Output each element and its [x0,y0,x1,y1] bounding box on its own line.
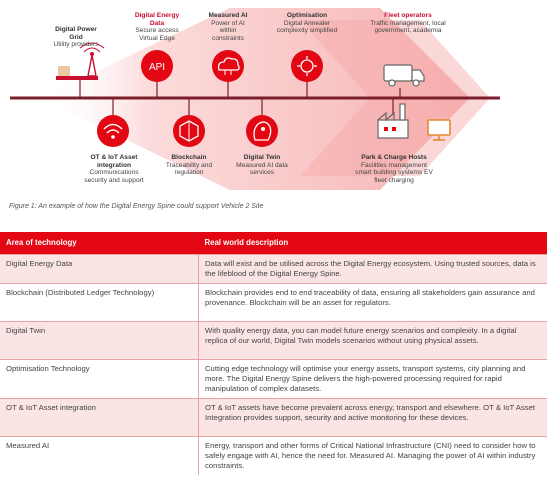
energy-spine-diagram [0,0,550,196]
node-ot-iot [80,154,148,184]
node-desc: Communications security and support [84,169,144,184]
node-desc: Secure access Virtual Edge [135,27,179,42]
table-row [0,284,547,322]
digital-twin-icon [246,115,278,147]
area-cell: Digital Twin [0,322,199,360]
area-cell: Measured AI [0,437,199,476]
area-cell: Optimisation Technology [0,360,199,399]
table-header-row [0,232,547,255]
node-title: Optimisation [286,12,328,19]
node-fleet-operators [360,12,456,35]
node-desc: Power of AI within constraints [211,19,245,42]
node-desc: Utility providers [53,41,99,49]
node-title: Blockchain [171,154,207,161]
node-desc: Traffic management, local government, academia [370,19,446,35]
node-desc: Measured AI data services [236,161,288,177]
description-cell: Energy, transport and other forms of Critical National Infrastructure (CNI) need to consider how to safely engage with AI, hence the need for. Measured AI. Managing the power of AI within industry constraints. [199,437,548,476]
node-desc: Traceability and regulation [165,161,213,177]
node-title: Digital Power Grid [55,26,97,41]
node-measured-ai [203,12,253,42]
table-row [0,399,547,437]
optimisation-icon [291,50,323,82]
description-cell: Data will exist and be utilised across the Digital Energy ecosystem. Using trusted sources, data is the lifeblood of the Digital Energy Spine. [199,255,548,284]
table-row [0,322,547,360]
description-cell: With quality energy data, you can model future energy scenarios and complexity. In a digital replica of our world, Digital Twin models scenarios without using physical assets. [199,322,548,360]
node-desc: Digital Annealer complexity simplified [276,19,338,35]
header-area: Area of technology [0,232,199,255]
node-title: Measured AI [208,12,248,19]
technology-table [0,232,547,475]
node-digital-energy-data [128,12,186,42]
table-row [0,255,547,284]
node-digital-power-grid [48,26,104,49]
figure-caption: Figure 1: An example of how the Digital Energy Spine could support Vehicle 2 Site [9,203,264,210]
header-description: Real world description [199,232,548,255]
node-blockchain [164,154,214,177]
wifi-icon [97,115,129,147]
area-cell: Blockchain (Distributed Ledger Technology) [0,284,199,322]
node-title: Park & Charge Hosts [361,154,427,161]
node-title: Digital Energy Data [134,12,180,27]
area-cell: Digital Energy Data [0,255,199,284]
node-title: OT & IoT Asset integration [90,154,138,169]
description-cell: Cutting edge technology will optimise your energy assets, transport systems, city planning and more. The Digital Energy Spine delivers the high-powered processing required for rapid manipulation of complex datasets. [199,360,548,399]
table-row [0,360,547,399]
node-desc: Facilities management smart building systems EV fleet charging [355,161,433,184]
description-cell: OT & IoT assets have become prevalent across energy, transport and elsewhere. OT & IoT Asset Integration provides support, security and active monitoring for these devices. [199,399,548,437]
node-optimisation [275,12,339,35]
node-title: Digital Twin [243,154,281,161]
api-label: API [148,62,166,73]
node-digital-twin [234,154,290,177]
area-cell: OT & IoT Asset integration [0,399,199,437]
description-cell: Blockchain provides end to end traceability of data, ensuring all stakeholders gain assurance and provenance. Blockchain will be an asset for regulators. [199,284,548,322]
node-title: Fleet operators [384,12,432,19]
node-park-charge [352,154,436,184]
table-row [0,437,547,476]
